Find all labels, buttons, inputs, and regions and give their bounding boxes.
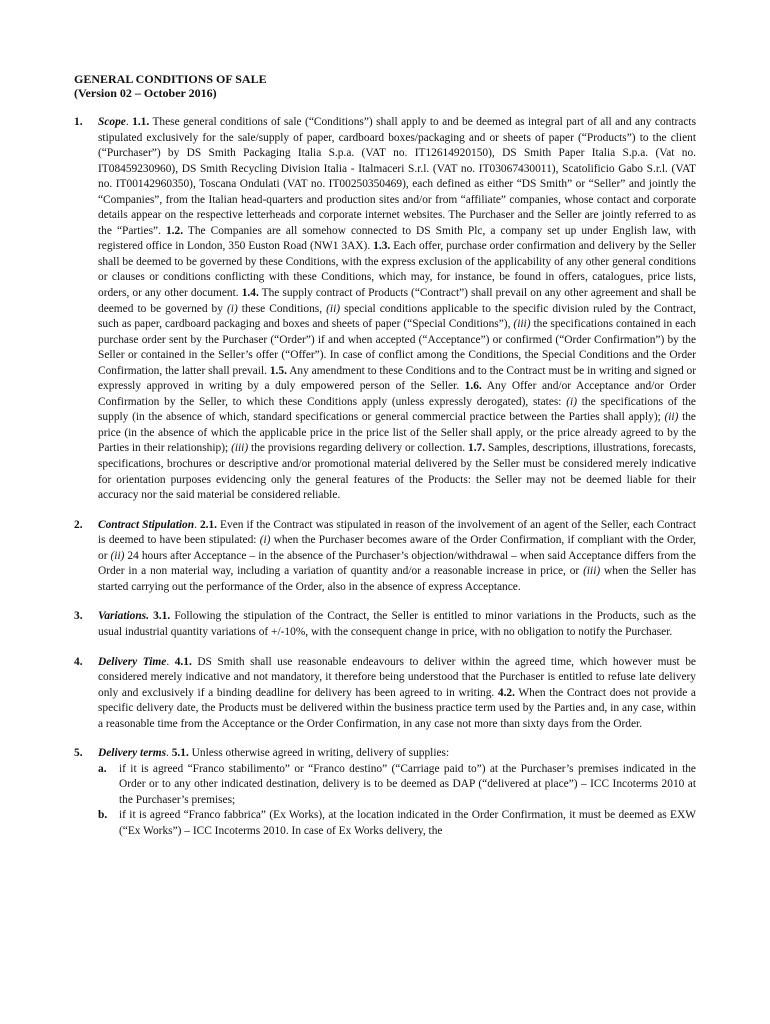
section-title: Delivery terms <box>98 747 167 760</box>
section-body <box>98 609 696 640</box>
document-version: (Version 02 – October 2016) <box>74 86 217 100</box>
document-title: GENERAL CONDITIONS OF SALE <box>74 72 267 86</box>
clause-text: 24 hours after Acceptance – in the absence of the Purchaser’s objection/withdrawal – when said Acceptance differs from the Order in a non material way, including a variation of quantity and/or a reasonable increase in price, or <box>98 549 696 578</box>
section-number: 4. <box>74 655 83 668</box>
section-delivery-time <box>74 655 696 733</box>
clause-number: 2.1. <box>199 518 218 531</box>
clause-text: special conditions applicable to the specific division ruled by the Contract, such as paper, cardboard packaging and boxes and sheets of paper (“Special Conditions”), <box>98 302 696 331</box>
clause-text: Any Offer and/or Acceptance and/or Order Confirmation by the Seller, to which these Conditions apply (unless expressly derogated), states: <box>98 380 696 408</box>
clause-number: 1.6. <box>464 380 482 393</box>
list-item-text: if it is agreed “Franco stabilimento” or “Franco destino” (“Carriage paid to”) at the Purchaser’s premises indicated in the Order or to any other indicated destination, delivery is to be deemed as DAP (“delivered at place”) – ICC Incoterms 2010 at the Purchaser’s premises; <box>119 762 696 806</box>
clause-number: 3.1. <box>153 610 171 623</box>
list-item <box>98 762 696 809</box>
enum-marker: (i) <box>226 302 238 315</box>
clause-text: the price (in the absence of which the applicable price in the price list of the Seller shall apply, or the price already agreed to by the Parties in their relationship); <box>98 411 696 455</box>
clause-text: these Conditions, <box>237 302 327 315</box>
clause-text: Even if the Contract was stipulated in reason of the involvement of an agent of the Seller, each Contract is deemed to have been stipulated: <box>98 518 696 547</box>
section-number: 2. <box>74 518 83 531</box>
clause-text: Following the stipulation of the Contract, the Seller is entitled to minor variations in the Products, such as the usual industrial quantity variations of +/-10%, with the consequent change in price, with no obligation to notify the Purchaser. <box>98 610 696 638</box>
clause-text: Each offer, purchase order confirmation and delivery by the Seller shall be deemed to be governed by these Conditions, with the express exclusion of the applicability of any other general conditions or clauses or conditions conflicting with these Conditions, which may, for instance, be found in offers, catalogues, price lists, orders, or any other document. <box>98 240 697 300</box>
clause-number: 1.7. <box>468 442 486 455</box>
clause-number: 1.1. <box>132 116 150 128</box>
clause-text: The supply contract of Products (“Contract”) shall prevail on any other agreement and shall be deemed to be governed by <box>98 287 696 315</box>
section-number: 3. <box>74 610 83 623</box>
clause-text: the specifications contained in each purchase order sent by the Purchaser (“Order”) if and when accepted (“Acceptance”) or confirmed (“Order Confirmation”) by the Seller or contained in the Seller’s offer (“Offer”). In case of conflict among the Conditions, the Special Conditions and the Order Confirmation, the latter shall prevail. <box>98 318 697 377</box>
clause-number: 5.1. <box>171 747 189 760</box>
clause-text: DS Smith shall use reasonable endeavours to deliver within the agreed time, which however must be considered merely indicative and not mandatory, it therefore being understood that the Purchaser is entitled to refuse late delivery only and exclusively if a binding deadline for delivery has been agreed to in writing. <box>98 655 696 699</box>
enum-marker: (i) <box>259 534 271 547</box>
clause-number: 1.2. <box>165 224 184 237</box>
enum-marker: (iii) <box>513 318 531 331</box>
clause-text: when the Seller has started carrying out the performance of the Order, also in the absence of express Acceptance. <box>98 565 696 593</box>
enum-marker: (i) <box>566 395 577 408</box>
section-intro: Delivery terms. 5.1. Unless otherwise agreed in writing, delivery of supplies: <box>98 747 450 760</box>
clause-text: the specifications of the supply (in the absence of which, standard specifications or general commercial practice between the Parties shall apply); <box>98 395 696 424</box>
section-body <box>98 746 696 839</box>
list-item-letter: a. <box>98 762 107 775</box>
clause-text: Samples, descriptions, illustrations, forecasts, specifications, brochures or descriptive and/or promotional material delivered by the Seller must be considered merely indicative for orientation purposes evidencing only the general features of the Products: the Seller may not be deemed liable for their accuracy nor the said material be considered reliable. <box>98 442 696 502</box>
list-item-letter: b. <box>98 809 108 822</box>
clause-text: the provisions regarding delivery or collection. <box>248 442 469 455</box>
section-title: Contract Stipulation <box>98 518 195 531</box>
enum-marker: (iii) <box>583 565 601 578</box>
section-body: Delivery Time. 4.1. DS Smith shall use reasonable endeavours to deliver within the agreed time, which however must be considered merely indicative and not mandatory, it therefore being understood that the Purchaser is entitled to refuse late delivery only and exclusively if a binding deadline for delivery has been agreed to in writing. 4.2. When the Contract does not provide a specific delivery date, the Products must be delivered within the business practice term used by the Parties and, in any case, within a reasonable time from the Acceptance or the Order Confirmation, in any case not more than sixty days from the Order. <box>98 655 696 730</box>
enum-marker: (ii) <box>664 411 679 424</box>
clause-text: When the Contract does not provide a specific delivery date, the Products must be delivered within the business practice term used by the Parties and, in any case, within a reasonable time from the Acceptance or the Order Confirmation, in any case not more than sixty days from the Order. <box>98 686 696 730</box>
clause-text: Unless otherwise agreed in writing, delivery of supplies: <box>188 747 450 760</box>
clause-text: The Companies are all somehow connected to DS Smith Plc, a company set up under English law, with registered office in London, 350 Euston Road (NW1 3AX). <box>98 224 696 253</box>
section-body: Contract Stipulation. 2.1. Even if the Contract was stipulated in reason of the involvement of an agent of the Seller, each Contract is deemed to have been stipulated: (i) when the Purchaser becomes aware of the Order Confirmation, if compliant with the Order, or (ii) 24 hours after Acceptance – in the absence of the Purchaser’s objection/withdrawal – when said Acceptance differs from the Order in a non material way, including a variation of quantity and/or a reasonable increase in price, or (iii) when the Seller has started carrying out the performance of the Order, also in the absence of express Acceptance. <box>98 518 696 593</box>
enum-marker: (ii) <box>326 302 341 315</box>
clause-number: 1.4. <box>241 287 259 300</box>
section-contract-stipulation <box>74 518 696 596</box>
section-number: 1. <box>74 116 83 128</box>
section-delivery-terms <box>74 746 696 839</box>
clause-text: Any amendment to these Conditions and to the Contract must be in writing and signed or expressly approved in writing by a duly empowered person of the Seller. <box>98 364 696 393</box>
section-title: Delivery Time <box>98 655 167 668</box>
clause-number: 4.2. <box>497 686 515 699</box>
enum-marker: (iii) <box>231 442 249 455</box>
clause-number: 1.3. <box>373 240 391 253</box>
list-item-text: if it is agreed “Franco fabbrica” (Ex Works), at the location indicated in the Order Confirmation, it must be deemed as EXW (“Ex Works”) – ICC Incoterms 2010. In case of Ex Works delivery, the <box>119 809 696 837</box>
clause-number: 4.1. <box>174 655 192 668</box>
section-title: Variations. <box>98 610 149 623</box>
enum-marker: (ii) <box>110 549 125 562</box>
clause-text: when the Purchaser becomes aware of the Order Confirmation, if compliant with the Order, or <box>98 534 696 562</box>
section-body: Scope. 1.1. These general conditions of sale (“Conditions”) shall apply to and be deemed as integral part of all and any contracts stipulated exclusively for the sale/supply of paper, cardboard boxes/packaging and or sheets of paper (“Products”) to the client (“Purchaser”) by DS Smith Packaging Italia S.p.a. (VAT no. IT12614920150), DS Smith Paper Italia S.p.a. (Vat no. IT08459230960), DS Smith Recycling Division Italia - Italmaceri S.r.l. (VAT no. IT03067430011), Scatolificio Gabo S.r.l. (VAT no. IT00142960350), Toscana Ondulati (VAT no. IT00250350469), each defined as either “DS Smith” or “Seller” and jointly the “Companies”, from the Italian head-quarters and production sites and/or from “affiliate” companies, whose contact and corporate details appear on the respective letterheads and corporate internet websites. The Purchaser and the Seller are jointly referred to as the “Parties”. 1.2. The Companies are all somehow connected to DS Smith Plc, a company set up under English law, with registered office in London, 350 Euston Road (NW1 3AX). 1.3. Each offer, purchase order confirmation and delivery by the Seller shall be deemed to be governed by these Conditions, with the express exclusion of the applicability of any other general conditions or clauses or conditions conflicting with these Conditions, which may, for instance, be found in offers, catalogues, price lists, orders, or any other document. 1.4. The supply contract of Products (“Contract”) shall prevail on any other agreement and shall be deemed to be governed by (i) these Conditions, (ii) special conditions applicable to the specific division ruled by the Contract, such as paper, cardboard packaging and boxes and sheets of paper (“Special Conditions”), (iii) the specifications contained in each purchase order sent by the Purchaser (“Order”) if and when accepted (“Acceptance”) or confirmed (“Order Confirmation”) by the Seller or contained in the Seller’s offer (“Offer”). In case of conflict among the Conditions, the Special Conditions and the Order Confirmation, the latter shall prevail. 1.5. Any amendment to these Conditions and to the Contract must be in writing and signed or expressly approved in writing by a duly empowered person of the Seller. 1.6. Any Offer and/or Acceptance and/or Order Confirmation by the Seller, to which these Conditions apply (unless expressly derogated), states: (i) the specifications of the supply (in the absence of which, standard specifications or general commercial practice between the Parties shall apply); (ii) the price (in the absence of which the applicable price in the price list of the Seller shall apply, or the price already agreed to by the Parties in their relationship); (iii) the provisions regarding delivery or collection. 1.7. Samples, descriptions, illustrations, forecasts, specifications, brochures or descriptive and/or promotional material delivered by the Seller must be considered merely indicative for orientation purposes evidencing only the general features of the Products: the Seller may not be deemed liable for their accuracy nor the said material be considered reliable. <box>98 116 697 502</box>
clause-text: These general conditions of sale (“Conditions”) shall apply to and be deemed as integral part of all and any contracts stipulated exclusively for the sale/supply of paper, cardboard boxes/packaging and or sheets of paper (“Products”) to the client (“Purchaser”) by DS Smith Packaging Italia S.p.a. (VAT no. IT12614920150), DS Smith Paper Italia S.p.a. (Vat no. IT08459230960), DS Smith Recycling Division Italia - Italmaceri S.r.l. (VAT no. IT03067430011), Scatolificio Gabo S.r.l. (VAT no. IT00142960350), Toscana Ondulati (VAT no. IT00250350469), each defined as either “DS Smith” or “Seller” and jointly the “Companies”, from the Italian head-quarters and production sites and/or from “affiliate” companies, whose contact and corporate details appear on the respective letterheads and corporate internet websites. The Purchaser and the Seller are jointly referred to as the “Parties”. <box>98 116 696 237</box>
section-scope <box>74 115 696 504</box>
clause-number: 1.5. <box>269 364 287 377</box>
section-number: 5. <box>74 747 83 760</box>
list-item <box>98 808 696 839</box>
section-title: Scope <box>98 116 126 128</box>
section-variations <box>74 609 696 640</box>
